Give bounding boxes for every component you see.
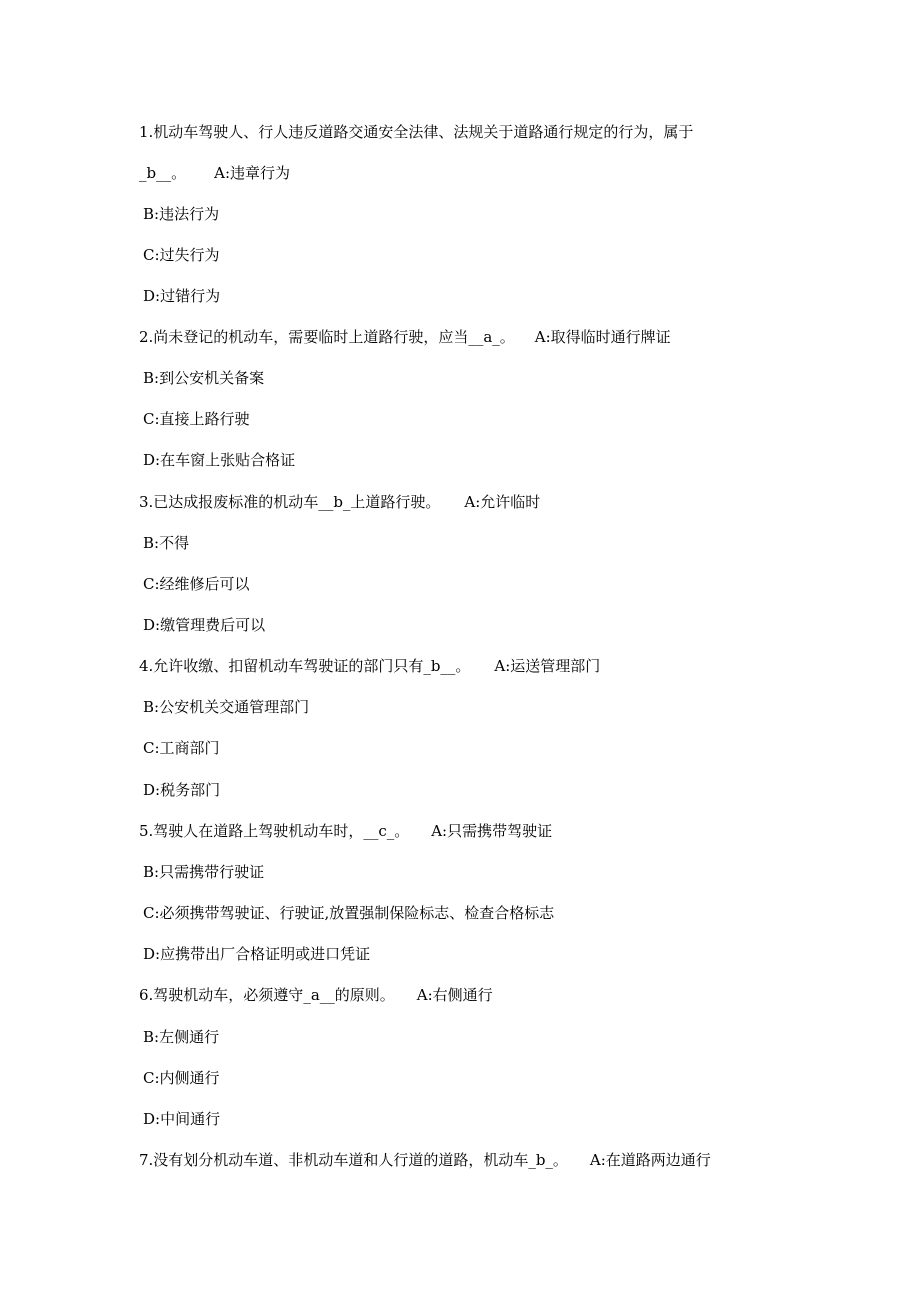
question-2-option-b: B:到公安机关备案 bbox=[143, 369, 265, 387]
question-1-stem-line1 bbox=[139, 122, 839, 142]
question-6-option-b: B:左侧通行 bbox=[143, 1028, 220, 1046]
question-2-option-c: C:直接上路行驶 bbox=[143, 410, 250, 428]
question-7-stem: 7.没有划分机动车道、非机动车道和人行道的道路，机动车_b_。 bbox=[139, 1151, 568, 1169]
question-4-option-d: D:税务部门 bbox=[143, 781, 221, 799]
question-5-option-c: C:必须携带驾驶证、行驶证,放置强制保险标志、检查合格标志 bbox=[143, 904, 555, 922]
question-1-option-b: B:违法行为 bbox=[143, 205, 220, 223]
question-1-option-d: D:过错行为 bbox=[143, 287, 221, 305]
question-3-option-b: B:不得 bbox=[143, 534, 190, 552]
question-2-option-d: D:在车窗上张贴合格证 bbox=[143, 451, 296, 469]
question-6-stem-line bbox=[139, 985, 839, 1005]
question-7-stem-line bbox=[139, 1150, 839, 1170]
question-6-option-d: D:中间通行 bbox=[143, 1110, 221, 1128]
question-2-stem-line bbox=[139, 327, 839, 347]
question-5-stem: 5.驾驶人在道路上驾驶机动车时，__c_。 bbox=[139, 822, 410, 840]
question-4-option-b: B:公安机关交通管理部门 bbox=[143, 698, 310, 716]
question-3-option-a: A:允许临时 bbox=[464, 493, 541, 511]
question-5-option-d: D:应携带出厂合格证明或进口凭证 bbox=[143, 945, 371, 963]
question-1-option-a: A:违章行为 bbox=[214, 164, 290, 182]
question-3-option-c: C:经维修后可以 bbox=[143, 575, 250, 593]
question-5-option-a: A:只需携带驾驶证 bbox=[431, 822, 553, 840]
question-3-stem-line bbox=[139, 492, 839, 512]
question-3-option-d: D:缴管理费后可以 bbox=[143, 616, 266, 634]
question-4-option-a: A:运送管理部门 bbox=[494, 657, 601, 675]
question-1-stem-cont: _b__。 bbox=[139, 164, 187, 182]
question-5-option-b: B:只需携带行驶证 bbox=[143, 863, 265, 881]
question-6-stem: 6.驾驶机动车，必须遵守_a__的原则。 bbox=[139, 986, 395, 1004]
question-4-stem: 4.允许收缴、扣留机动车驾驶证的部门只有_b__。 bbox=[139, 657, 471, 675]
question-3-stem: 3.已达成报废标准的机动车__b_上道路行驶。 bbox=[139, 493, 441, 511]
question-7-option-a: A:在道路两边通行 bbox=[589, 1151, 711, 1169]
question-2-option-a: A:取得临时通行牌证 bbox=[534, 328, 671, 346]
question-5-stem-line bbox=[139, 821, 839, 841]
question-4-stem-line bbox=[139, 656, 839, 676]
question-1-stem: 1.机动车驾驶人、行人违反道路交通安全法律、法规关于道路通行规定的行为，属于 bbox=[139, 123, 694, 141]
question-1-option-c: C:过失行为 bbox=[143, 246, 220, 264]
question-6-option-a: A:右侧通行 bbox=[416, 986, 493, 1004]
question-2-stem: 2.尚未登记的机动车，需要临时上道路行驶，应当__a_。 bbox=[139, 328, 515, 346]
question-4-option-c: C:工商部门 bbox=[143, 739, 220, 757]
question-6-option-c: C:内侧通行 bbox=[143, 1069, 220, 1087]
question-1-stem-line2 bbox=[139, 163, 839, 183]
